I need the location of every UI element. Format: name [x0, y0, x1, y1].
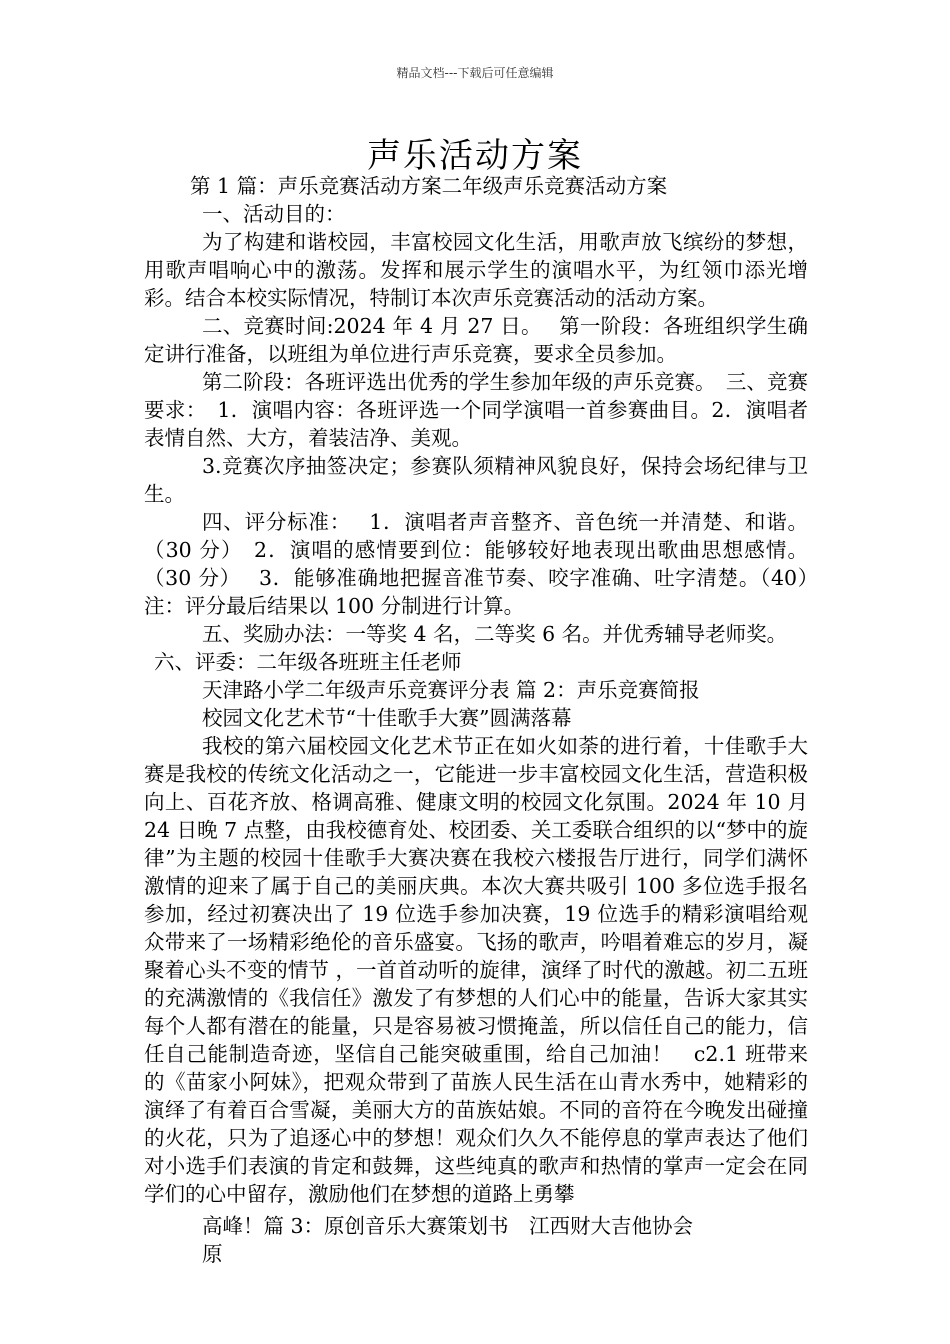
paragraph-chapter-3-heading: 高峰！篇 3：原创音乐大赛策划书 江西财大吉他协会 — [202, 1214, 694, 1238]
paragraph-report-body: 我校的第六届校园文化艺术节正在如火如荼的进行着，十佳歌手大赛是我校的传统文化活动之一，它能进一步丰富校园文化生活，营造积极向上、百花齐放、格调高雅、健康文明的校园文化氛围。2024 年 10 月 24 日晚 7 点整，由我校德育处、校团委、关工委联合组织的以“梦中的旋律”为主题的校园十佳歌手大赛决赛在我校六楼报告厅进行，同学们满怀激情的迎来了属于自己的美丽庆典。本次大赛共吸引 100 多位选手报名参加，经过初赛决出了 19 位选手参加决赛，19 位选手的精彩演唱给观众带来了一场精彩绝伦的音乐盛宴。飞扬的歌声，吟唱着难忘的岁月，凝聚着心头不变的情节 ，一首首动听的旋律，演绎了时代的激越。初二五班的充满激情的《我信任》激发了有梦想的人们心中的能量，告诉大家其实每个人都有潜在的能量，只是容易被习惯掩盖，所以信任自己的能力，信任自己能制造奇迹，坚信自己能突破重围，给自己加油！ c2.1 班带来的《苗家小阿妹》，把观众带到了苗族人民生活在山青水秀中，她精彩的演绎了有着百合雪凝，美丽大方的苗族姑娘。不同的音符在今晚发出碰撞的火花，只为了追逐心中的梦想！观众们久久不能停息的掌声表达了他们对小选手们表演的肯定和鼓舞，这些纯真的歌声和热情的掌声一定会在同学们的心中留存，激励他们在梦想的道路上勇攀 — [144, 734, 808, 1206]
paragraph-purpose: 为了构建和谐校园，丰富校园文化生活，用歌声放飞缤纷的梦想，用歌声唱响心中的激荡。发挥和展示学生的演唱水平，为红领巾添光增彩。结合本校实际情况，特制订本次声乐竞赛活动的活动方案。 — [144, 230, 808, 310]
paragraph-report-title: 校园文化艺术节“十佳歌手大赛”圆满落幕 — [202, 706, 572, 730]
paragraph-section-1: 一、活动目的： — [202, 202, 346, 226]
paragraph-requirements: 第二阶段：各班评选出优秀的学生参加年级的声乐竞赛。 三、竞赛要求： 1．演唱内容：各班评选一个同学演唱一首参赛曲目。2．演唱者表情自然、大方，着装洁净、美观。 — [144, 370, 808, 450]
paragraph-awards: 五、奖励办法：一等奖 4 名，二等奖 6 名。并优秀辅导老师奖。 — [202, 622, 788, 646]
paragraph-order: 3.竞赛次序抽签决定；参赛队须精神风貌良好，保持会场纪律与卫生。 — [144, 454, 808, 506]
document-body — [144, 172, 829, 1268]
page-header: 精品文档---下载后可任意编辑 — [396, 66, 554, 80]
paragraph-trailing: 原 — [202, 1242, 223, 1266]
page-title: 声乐活动方案 — [367, 136, 583, 176]
paragraph-schedule: 二、竞赛时间:2024 年 4 月 27 日。 第一阶段：各班组织学生确定讲行准备，以班组为单位进行声乐竞赛，要求全员参加。 — [144, 314, 808, 366]
paragraph-chapter-1-heading: 第 1 篇：声乐竞赛活动方案二年级声乐竞赛活动方案 — [190, 174, 668, 198]
paragraph-judges: 六、评委：二年级各班班主任老师 — [154, 650, 462, 674]
paragraph-chapter-2-heading: 天津路小学二年级声乐竞赛评分表 篇 2：声乐竞赛简报 — [202, 678, 700, 702]
paragraph-scoring: 四、评分标准： 1．演唱者声音整齐、音色统一并清楚、和谐。（30 分） 2．演唱的感情要到位：能够较好地表现出歌曲思想感情。（30 分） 3．能够准确地把握音准节奏、咬字准确、吐字清楚。（40） 注：评分最后结果以 100 分制进行计算。 — [144, 510, 829, 618]
